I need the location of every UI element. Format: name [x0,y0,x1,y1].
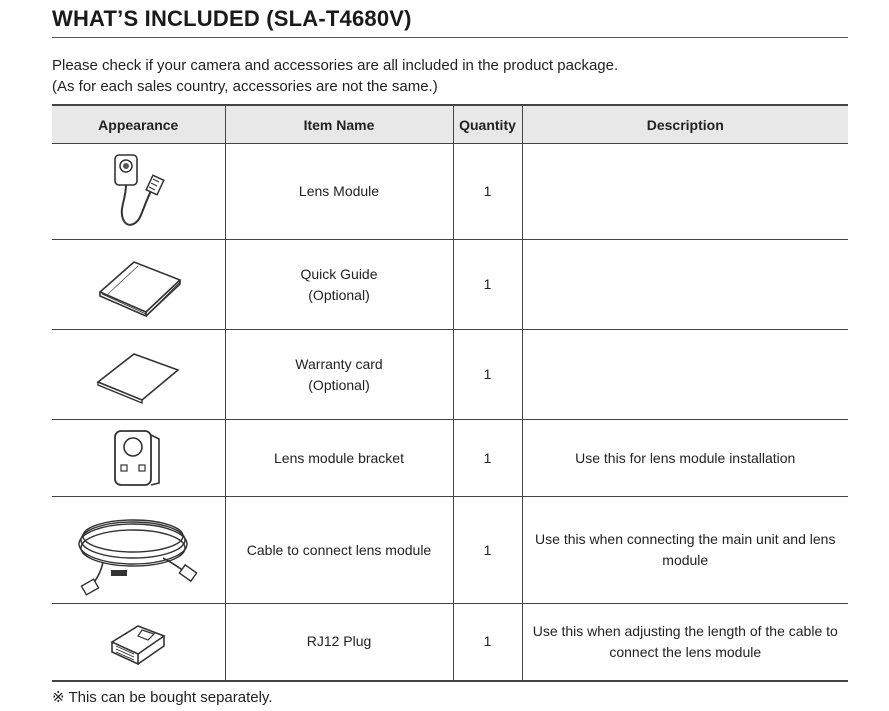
lens-module-icon [93,149,183,235]
appearance-cell [52,497,225,604]
header-appearance: Appearance [52,105,225,144]
table-row [52,420,848,497]
table-header-row [52,105,848,144]
table-row [52,144,848,240]
item-name: RJ12 Plug [306,633,372,650]
appearance-cell [52,330,225,420]
description-cell [522,144,848,240]
header-item-name: Item Name [225,105,453,144]
description-cell [522,240,848,330]
intro-text [52,55,618,97]
appearance-cell [52,144,225,240]
lens-module-bracket-icon [103,425,173,491]
cable-icon [73,502,203,598]
item-name-cell [225,604,453,681]
title-divider [52,37,848,38]
warranty-card-icon [88,340,188,410]
quantity-cell: 1 [453,497,522,604]
quantity-cell: 1 [453,330,522,420]
rj12-plug-icon [98,612,178,672]
item-name-cell [225,144,453,240]
description-cell: Use this when connecting the main unit and lens module [522,497,848,604]
item-name: Warranty card [295,355,383,372]
intro-line-1: Please check if your camera and accessories are all included in the product package. [52,57,619,74]
description-cell [522,330,848,420]
footnote: ※ This can be bought separately. [52,689,273,706]
header-quantity: Quantity [453,105,522,144]
table-row [52,497,848,604]
quantity-cell: 1 [453,144,522,240]
table-row [52,240,848,330]
item-name-note: (Optional) [308,286,370,303]
item-name: Lens Module [298,183,380,199]
item-name-cell [225,240,453,330]
item-name: Lens module bracket [274,449,404,466]
appearance-cell [52,420,225,497]
header-description: Description [522,105,848,144]
page-title: WHAT’S INCLUDED (SLA-T4680V) [52,6,412,31]
quantity-cell: 1 [453,420,522,497]
quantity-cell: 1 [453,604,522,681]
quantity-cell: 1 [453,240,522,330]
item-name-cell [225,330,453,420]
item-name-note: (Optional) [308,376,370,393]
item-name-cell [225,420,453,497]
table-row [52,330,848,420]
included-items-table [52,104,848,682]
table-row [52,604,848,681]
quick-guide-icon [88,250,188,320]
appearance-cell [52,240,225,330]
item-name-cell [225,497,453,604]
intro-line-2: (As for each sales country, accessories are not the same.) [52,78,438,95]
description-cell: Use this for lens module installation [522,420,848,497]
appearance-cell [52,604,225,681]
item-name: Cable to connect lens module [246,541,432,558]
item-name: Quick Guide [300,265,378,282]
description-cell: Use this when adjusting the length of the cable to connect the lens module [522,604,848,681]
